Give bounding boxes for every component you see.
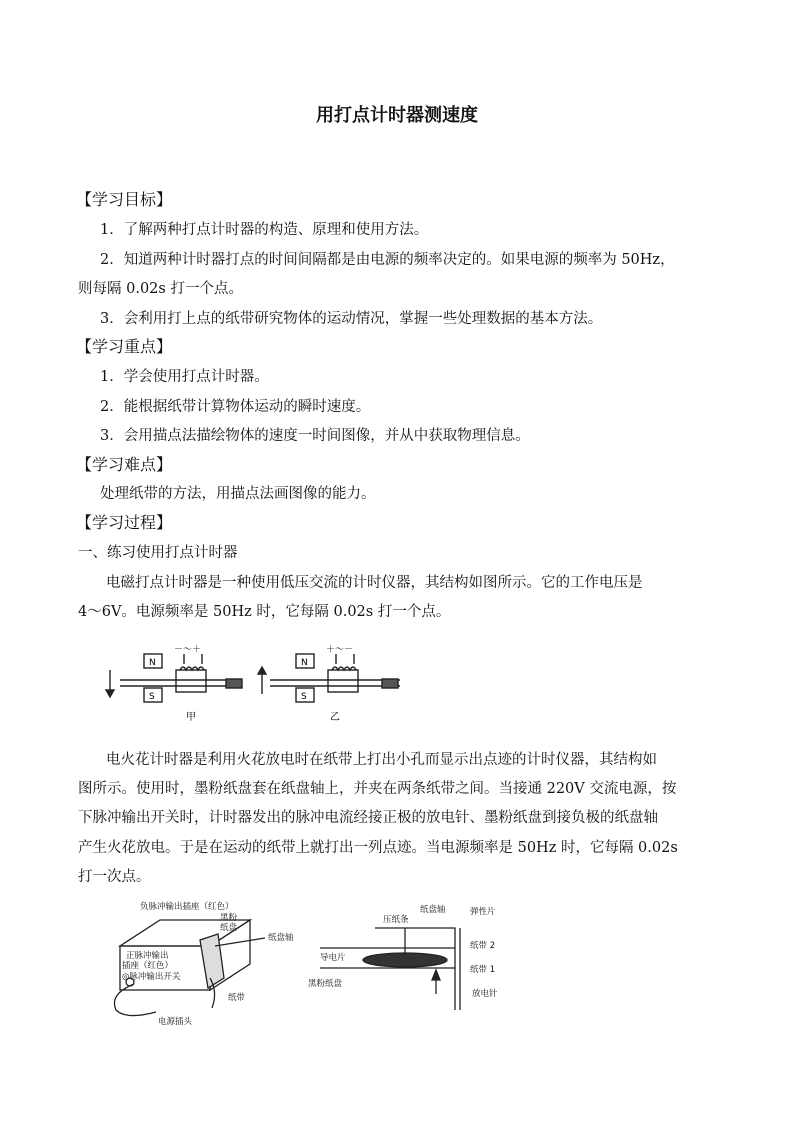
- timer-diagram: [100, 642, 410, 724]
- process-heading: 【学习过程】: [76, 513, 173, 532]
- key-item: 2．能根据纸带计算物体运动的瞬时速度。: [100, 399, 371, 415]
- ink-disk-label: 黑粉纸盘: [308, 979, 343, 989]
- difficulty-heading: 【学习难点】: [76, 455, 173, 474]
- tape2-label: 纸带 2: [470, 941, 496, 951]
- magnet-s-label: S: [149, 692, 155, 702]
- neg-socket-label: 负脉冲输出插座（红色）: [140, 902, 234, 912]
- paragraph-line: 电磁打点计时器是一种使用低压交流的计时仪器，其结构如图所示。它的工作电压是: [106, 575, 643, 591]
- goal-item: 2．知道两种计时器打点的时间间隔都是由电源的频率决定的。如果电源的频率为 50Hz，: [100, 252, 675, 268]
- spark-timer-diagram: [100, 898, 520, 1030]
- figure-b-label: 乙: [330, 712, 340, 723]
- magnet-s-label: S: [301, 692, 307, 702]
- goal-item: 1．了解两种打点计时器的构造、原理和使用方法。: [100, 222, 429, 238]
- figure-electromagnetic-timer: [100, 642, 410, 724]
- tape-label: 纸带: [228, 993, 246, 1003]
- pos-socket-label: 正脉冲输出: [126, 951, 169, 961]
- paragraph-line: 打一次点。: [78, 869, 151, 885]
- paragraph-line: 图所示。使用时，墨粉纸盘套在纸盘轴上，并夹在两条纸带之间。当接通 220V 交流电源，按: [78, 781, 677, 797]
- magnet-n-label: N: [301, 658, 308, 668]
- key-item: 3．会用描点法描绘物体的速度一时间图像，并从中获取物理信息。: [100, 428, 530, 444]
- paragraph-line: 产生火花放电。于是在运动的纸带上就打出一列点迹。当电源频率是 50Hz 时，它每隔 0.02s: [78, 840, 678, 856]
- paragraph-line: 4～6V。电源频率是 50Hz 时，它每隔 0.02s 打一个点。: [78, 604, 451, 620]
- press-strip-label: 压纸条: [383, 915, 409, 925]
- key-item: 1．学会使用打点计时器。: [100, 369, 269, 385]
- spring-label: 弹性片: [470, 907, 496, 917]
- figure-spark-timer: [100, 898, 520, 1030]
- toner-label-2: 纸盘: [220, 923, 238, 933]
- guide-label: 导电片: [320, 953, 346, 963]
- toner-label: 黑粉: [220, 913, 238, 923]
- polarity-label: －～＋: [174, 645, 202, 655]
- goal-item-continued: 则每隔 0.02s 打一个点。: [78, 281, 243, 297]
- subsection-title: 一、练习使用打点计时器: [78, 545, 238, 561]
- pos-socket-label-2: 插座（红色）: [122, 961, 174, 971]
- goals-heading: 【学习目标】: [76, 190, 173, 209]
- key-heading: 【学习重点】: [76, 337, 173, 356]
- needle-label: 放电针: [472, 989, 498, 999]
- switch-label: ◎脉冲输出开关: [122, 972, 181, 982]
- page-title: 用打点计时器测速度: [316, 105, 478, 126]
- polarity-label: ＋～－: [326, 645, 354, 655]
- goal-item: 3．会利用打上点的纸带研究物体的运动情况，掌握一些处理数据的基本方法。: [100, 311, 603, 327]
- axle2-label: 纸盘轴: [420, 905, 446, 915]
- axle-label: 纸盘轴: [268, 933, 294, 943]
- tape1-label: 纸带 1: [470, 965, 496, 975]
- paragraph-line: 下脉冲输出开关时，计时器发出的脉冲电流经接正极的放电针、墨粉纸盘到接负极的纸盘轴: [78, 810, 658, 826]
- plug-label: 电源插头: [158, 1017, 193, 1027]
- paragraph-line: 电火花计时器是利用火花放电时在纸带上打出小孔而显示出点迹的计时仪器，其结构如: [106, 752, 657, 768]
- difficulty-text: 处理纸带的方法，用描点法画图像的能力。: [100, 486, 376, 502]
- figure-a-label: 甲: [186, 712, 196, 723]
- magnet-n-label: N: [149, 658, 156, 668]
